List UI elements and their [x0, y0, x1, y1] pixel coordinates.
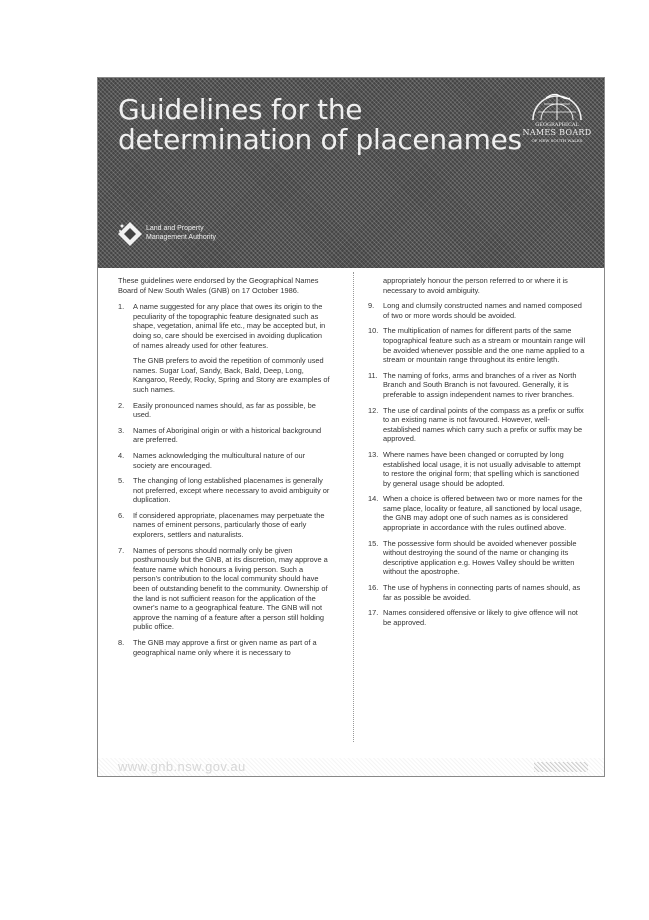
item-number: 15.: [368, 538, 379, 548]
footer-bar: [98, 758, 604, 776]
globe-icon: [530, 86, 584, 122]
header-banner: [98, 78, 604, 268]
guideline-item: [118, 638, 330, 657]
guideline-item: [118, 302, 330, 394]
item-text: The changing of long established placenames is generally not preferred, except where necessary to avoid ambiguity or duplication.: [133, 476, 330, 505]
item-text: The possessive form should be avoided whenever possible without destroying the sound of the name or changing its descriptive application e.g. Howes Valley should be written without the apostrophe.: [383, 538, 577, 577]
guideline-item: [118, 451, 330, 470]
intro-paragraph: These guidelines were endorsed by the Geographical Names Board of New South Wales (GNB) on 17 October 1986.: [118, 276, 319, 295]
guideline-item: [368, 326, 586, 364]
guideline-item: [118, 401, 330, 420]
item-number: 5.: [118, 476, 125, 486]
item-text: A name suggested for any place that owes its origin to the peculiarity of the topographic feature designated such as shape, vegetation, animal life etc., may be accepted but, in doing so, care should be exercised in avoiding duplication of names already used for other features.: [133, 302, 326, 350]
document-page: [97, 77, 605, 777]
left-column: [118, 276, 330, 663]
item-text: Where names have been changed or corrupted by long established local usage, it is not usually advisable to attempt to restore the original form; that spelling which is sanctioned by general usage should be adopted.: [383, 449, 581, 488]
diamond-logo-icon: [116, 220, 144, 248]
item-text: If considered appropriate, placenames may perpetuate the names of eminent persons, particularly those of early explorers, settlers and naturalists.: [133, 510, 325, 540]
guideline-item: [118, 426, 330, 445]
guideline-item: [368, 608, 586, 627]
item-number: 3.: [118, 425, 125, 435]
item-text: When a choice is offered between two or more names for the same place, locality or feature, all sanctioned by local usage, the GNB may adopt one of such names as is considered appropriate in accordance with the rules outlined above.: [383, 494, 583, 533]
item-text: Names considered offensive or likely to give offence will not be approved.: [383, 608, 578, 627]
item-number: 8.: [118, 638, 125, 647]
footer-logo-mark: [534, 762, 588, 772]
title-line: Guidelines for the: [118, 93, 363, 126]
item-number: 1.: [118, 302, 125, 312]
guideline-item: [368, 539, 586, 577]
item-text: The GNB may approve a first or given name as part of a geographical name only where it is necessary to: [133, 638, 317, 657]
website-link[interactable]: www.gnb.nsw.gov.au: [118, 759, 246, 774]
item-text: Long and clumsily constructed names and named composed of two or more words should be avoided.: [383, 301, 582, 320]
lpma-text: [146, 224, 216, 242]
guideline-item: [368, 371, 586, 400]
item-number: 2.: [118, 400, 125, 410]
item-number: 17.: [368, 608, 379, 618]
item-number: 16.: [368, 583, 379, 593]
guideline-item: [368, 494, 586, 532]
lpma-logo: [116, 220, 256, 250]
guideline-item: [368, 450, 586, 488]
item-number: 10.: [368, 326, 379, 336]
gnb-logo-small-text: GEOGRAPHICAL: [535, 122, 579, 128]
guideline-item: [368, 406, 586, 444]
item-continuation: appropriately honour the person referred to or where it is necessary to avoid ambiguity.: [383, 276, 568, 295]
item-number: 11.: [368, 370, 378, 380]
guideline-item: [118, 546, 330, 632]
item-number: 12.: [368, 405, 379, 415]
column-divider: [353, 272, 354, 742]
gnb-logo-subtext: OF NEW SOUTH WALES: [531, 138, 583, 143]
item-text: Names of persons should normally only be given posthumously but the GNB, at its discretion, may approve a feature name which honours a living person. Such a person's contribution to the local community should have been of outstanding benefit to the community. Ownership of the land is not sufficient reason for the application of the owner's name to a geographical feature. The GNB will not approve the naming of a feature after a person still holding public office.: [133, 545, 328, 632]
item-number: 6.: [118, 510, 125, 520]
lpma-line: Management Authority: [146, 234, 217, 241]
gnb-logo-name: NAMES BOARD: [522, 128, 592, 137]
item-subtext: The GNB prefers to avoid the repetition of commonly used names. Sugar Loaf, Sandy, Back, Bald, Deep, Long, Kangaroo, Reedy, Rocky, Spring and Stony are examples of such names.: [133, 356, 330, 394]
page-title: [118, 95, 522, 155]
title-line: determination of placenames: [118, 123, 522, 156]
content-columns: [98, 268, 604, 748]
right-column: [368, 276, 586, 633]
guideline-item: [118, 511, 330, 540]
item-text: Names of Aboriginal origin or with a historical background are preferred.: [133, 425, 322, 445]
item-number: 14.: [368, 494, 379, 504]
item-number: 13.: [368, 449, 379, 459]
item-text: The multiplication of names for different parts of the same topographical feature such as a stream or mountain range will be avoided whenever possible and the one name applied to a stream or mountain range throughout its entire length.: [383, 326, 586, 365]
item-text: The use of cardinal points of the compass as a prefix or suffix to an existing name is not favoured. However, well-established names which carry such a prefix or suffix may be approved.: [383, 405, 584, 444]
guideline-item: [118, 476, 330, 505]
gnb-logo: [522, 86, 592, 148]
item-text: The use of hyphens in connecting parts of names should, as far as possible be avoided.: [383, 583, 581, 602]
item-text: The naming of forks, arms and branches of a river as North Branch and South Branch is not favoured. Generally, it is preferable to assign independent names to river branches.: [383, 370, 577, 399]
item-text: Easily pronounced names should, as far as possible, be used.: [133, 400, 316, 420]
item-number: 9.: [368, 301, 375, 311]
item-text: Names acknowledging the multicultural nature of our society are encouraged.: [133, 450, 306, 470]
lpma-line: Land and Property: [146, 225, 204, 232]
item-number: 4.: [118, 450, 125, 460]
item-number: 7.: [118, 545, 125, 555]
guideline-item: [368, 301, 586, 320]
guideline-item: [368, 583, 586, 602]
